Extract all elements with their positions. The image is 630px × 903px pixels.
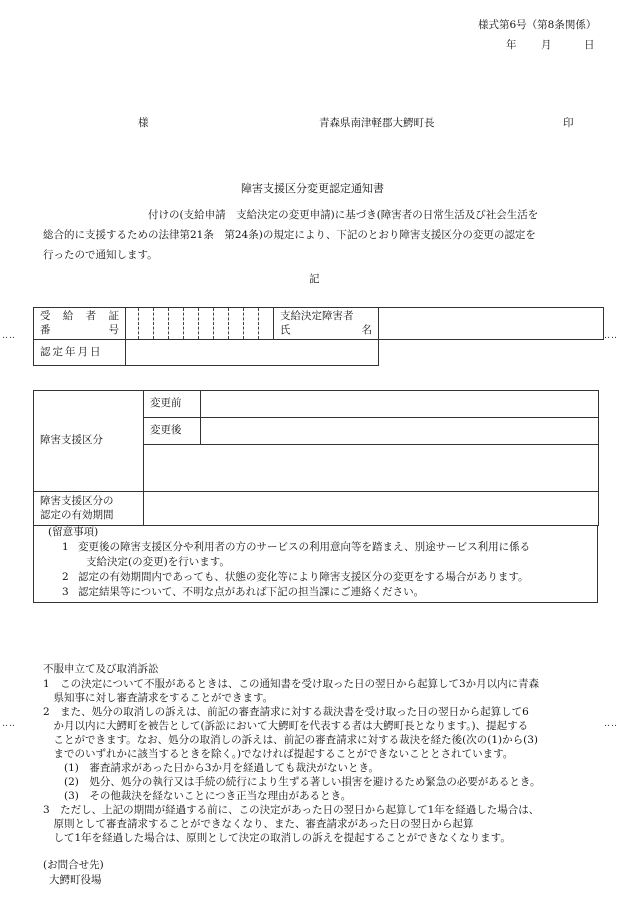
form-label: 様式第6号（第8条関係）	[478, 19, 597, 31]
note-1-line-2: 支給決定(の変更)を行います。	[86, 556, 230, 568]
appeal-line-2: 県知事に対し審査請求をすることができます。	[43, 692, 274, 704]
document-title: 障害支援区分変更認定通知書	[241, 182, 384, 195]
appeal-line-11: 原則として審査請求することができなくなり、また、審査請求があった日の翌日から起算	[43, 818, 474, 830]
certification-date-label: 認定年月日	[34, 340, 126, 366]
addressee-suffix: 様	[138, 117, 149, 129]
intro-line-3: 行ったので通知します。	[43, 249, 158, 261]
note-1-line-1: 変更後の障害支援区分や利用者の方のサービスの利用意向等を踏まえ、別途サービス利用に係る	[78, 541, 531, 553]
date-month: 月	[541, 39, 552, 51]
validity-period-field[interactable]	[144, 492, 599, 526]
notes-box	[33, 525, 598, 603]
applicant-name-label: 支給決定障害者 氏 名	[274, 308, 379, 340]
issuer-name: 青森県南津軽郡大鰐町長	[319, 117, 435, 129]
support-category-table	[33, 390, 599, 526]
date-year: 年	[506, 39, 517, 51]
recipient-number-digit-6[interactable]	[199, 308, 214, 340]
recipient-number-digit-4[interactable]	[169, 308, 184, 340]
note-3-number: 3	[62, 586, 69, 598]
recipient-number-digit-3[interactable]	[154, 308, 169, 340]
appeal-heading: 不服申立て及び取消訴訟	[43, 663, 159, 675]
appeal-line-12: して1年を経過した場合は、原則として決定の取消しの訴えを提起することができなくなります。	[43, 832, 511, 844]
seal-mark: 印	[563, 117, 574, 129]
recipient-number-digit-5[interactable]	[184, 308, 199, 340]
ki-mark: 記	[309, 273, 320, 285]
appeal-line-9: (3) その他裁決を経ないことにつき正当な理由があるとき。	[43, 790, 352, 802]
recipient-number-digit-10[interactable]	[259, 308, 274, 340]
appeal-line-1: 1 この決定について不服があるときは、この通知書を受け取った日の翌日から起算して3か月以内に青森	[43, 678, 540, 690]
appeal-line-3: 2 また、処分の取消しの訴えは、前記の審査請求に対する裁決書を受け取った日の翌日から起算して6	[43, 706, 529, 718]
certification-date-field[interactable]	[126, 340, 379, 366]
note-2-line-1: 認定の有効期間内であっても、状態の変化等により障害支援区分の変更をする場合があります。	[78, 571, 529, 583]
intro-line-1: 付けの(支給申請 支給決定の変更申請)に基づき(障害者の日常生活及び社会生活を	[148, 209, 539, 221]
after-value-field[interactable]	[201, 418, 599, 445]
margin-dash-left-2: ‥‥	[2, 719, 17, 729]
empty-cell	[379, 340, 604, 366]
recipient-number-digit-9[interactable]	[244, 308, 259, 340]
recipient-number-label: 受 給 者 証 番 号	[34, 308, 126, 340]
recipient-number-digit-1[interactable]	[126, 308, 139, 340]
margin-dash-left-1: ‥‥	[2, 331, 17, 341]
contact-office: 大鰐町役場	[49, 874, 102, 886]
before-label: 変更前	[144, 391, 201, 418]
appeal-line-7: (1) 審査請求があった日から3か月を経過しても裁決がないとき。	[43, 762, 380, 774]
margin-dash-right-1: ‥‥	[604, 331, 619, 341]
recipient-number-digit-8[interactable]	[229, 308, 244, 340]
appeal-line-6: までのいずれかに該当するときを除く。)でなければ提起することができないこととされています。	[43, 748, 514, 760]
category-label: 障害支援区分	[34, 391, 144, 492]
note-2-number: 2	[62, 571, 69, 583]
contact-heading: (お問合せ先)	[43, 859, 104, 871]
intro-line-2: 総合的に支援するための法律第21条 第24条)の規定により、下記のとおり障害支援区分の変更の認定を	[43, 229, 536, 241]
note-3-line-1: 認定結果等について、不明な点があれば下記の担当課にご連絡ください。	[78, 586, 425, 598]
validity-label: 障害支援区分の 認定の有効期間	[34, 492, 144, 526]
appeal-line-4: か月以内に大鰐町を被告として(訴訟において大鰐町を代表する者は大鰐町長となります。)、提起する	[43, 720, 529, 732]
before-value-field[interactable]	[201, 391, 599, 418]
appeal-line-8: (2) 処分、処分の執行又は手続の続行により生ずる著しい損害を避けるため緊急の必要があるとき。	[43, 776, 541, 788]
notes-heading: (留意事項)	[48, 526, 99, 538]
applicant-name-field[interactable]	[379, 308, 604, 340]
after-label: 変更後	[144, 418, 201, 445]
recipient-number-digit-7[interactable]	[214, 308, 229, 340]
appeal-line-5: ことができます。なお、処分の取消しの訴えは、前記の審査請求に対する裁決を経た後(次の(1)から(3)	[43, 734, 539, 746]
appeal-line-10: 3 ただし、上記の期間が経過する前に、この決定があった日の翌日から起算して1年を経過した場合は、	[43, 804, 540, 816]
margin-dash-right-2: ‥‥	[604, 719, 619, 729]
recipient-info-table	[33, 307, 604, 366]
recipient-number-digit-2[interactable]	[139, 308, 154, 340]
note-1-number: 1	[62, 541, 69, 553]
category-extra-field[interactable]	[144, 445, 599, 492]
date-day: 日	[584, 39, 595, 51]
